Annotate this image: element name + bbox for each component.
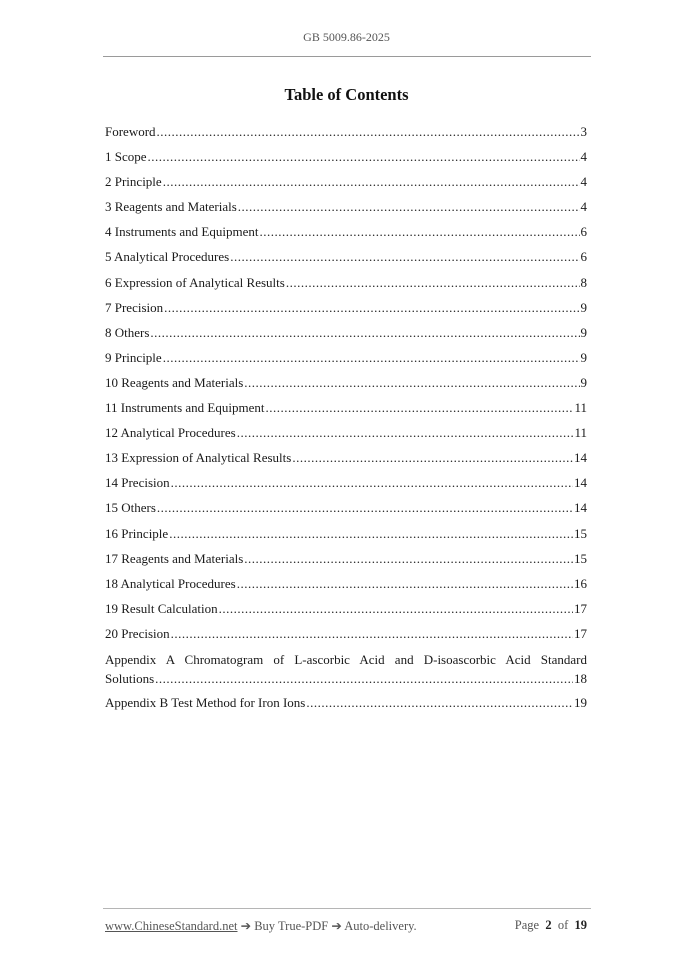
dot-leader (171, 470, 573, 495)
dot-leader (169, 521, 573, 546)
dot-leader (163, 169, 580, 194)
dot-leader (150, 320, 579, 345)
toc-entry-page: 18 (574, 671, 587, 687)
toc-entry[interactable] (105, 445, 587, 470)
toc-entry-page: 17 (574, 625, 587, 641)
toc-entry-page: 6 (580, 249, 587, 265)
toc-entry-label: 20 Precision (105, 625, 170, 641)
dot-leader (265, 395, 573, 420)
dot-leader (244, 370, 579, 395)
toc-entry-page: 6 (580, 224, 587, 240)
toc-entry-label: 10 Reagents and Materials (105, 374, 244, 390)
toc-entry-page: 15 (574, 525, 587, 541)
toc-entry[interactable] (105, 546, 587, 571)
toc-entry[interactable] (105, 144, 587, 169)
dot-leader (163, 345, 580, 370)
page-total: 19 (574, 918, 587, 932)
toc-entry[interactable] (105, 596, 587, 621)
toc-entry-label: Appendix A Chromatogram of L-ascorbic Acid and D-isoascorbic Acid Standard (105, 651, 587, 667)
toc-entry[interactable] (105, 295, 587, 320)
header-divider (103, 56, 591, 57)
running-header: GB 5009.86-2025 (303, 30, 390, 44)
dot-leader (238, 194, 580, 219)
toc-entry-page: 9 (580, 349, 587, 365)
toc-entry-appendix-b[interactable] (105, 690, 587, 715)
toc-entry-label: 2 Principle (105, 174, 162, 190)
toc-entry-page: 4 (580, 199, 587, 215)
toc-entry-label: 18 Analytical Procedures (105, 575, 236, 591)
toc-entry-page: 8 (580, 274, 587, 290)
toc-entry-label: 6 Expression of Analytical Results (105, 274, 285, 290)
toc-entry-label: 11 Instruments and Equipment (105, 400, 265, 416)
toc-entry-page: 3 (580, 124, 587, 139)
toc-entry[interactable] (105, 370, 587, 395)
toc-entry[interactable] (105, 119, 587, 144)
toc-entry-page: 19 (574, 694, 587, 710)
page-footer (105, 918, 587, 936)
dot-leader (219, 596, 573, 621)
toc-entry[interactable] (105, 244, 587, 269)
dot-leader (164, 295, 579, 320)
toc-entry-label: 4 Instruments and Equipment (105, 224, 259, 240)
footer-left (105, 918, 417, 934)
dot-leader (230, 244, 579, 269)
toc-entry[interactable] (105, 194, 587, 219)
toc-entry-label: 8 Others (105, 324, 150, 340)
toc-entry-label-continued: Solutions (105, 671, 155, 687)
toc-entry[interactable] (105, 395, 587, 420)
footer-divider (103, 908, 591, 909)
page-word: Page (514, 918, 540, 932)
toc-entry-label: 19 Result Calculation (105, 600, 218, 616)
toc-entry[interactable] (105, 621, 587, 646)
toc-entry-page: 9 (580, 324, 587, 340)
toc-entry[interactable] (105, 521, 587, 546)
dot-leader (237, 420, 574, 445)
toc-entry-label: 9 Principle (105, 349, 162, 365)
toc-entry-label: 17 Reagents and Materials (105, 550, 244, 566)
dot-leader (157, 119, 580, 144)
dot-leader (157, 495, 573, 520)
page-title: Table of Contents (284, 85, 409, 104)
toc-entry-page: 15 (574, 550, 587, 566)
toc-entry-page: 14 (574, 450, 587, 466)
toc-entry-page: 4 (580, 174, 587, 190)
toc-entry[interactable] (105, 270, 587, 295)
dot-leader (306, 690, 573, 715)
toc-entry-label: 3 Reagents and Materials (105, 199, 237, 215)
toc-entry[interactable] (105, 420, 587, 445)
toc-entry-label: 5 Analytical Procedures (105, 249, 230, 265)
dot-leader (171, 621, 573, 646)
toc-entry[interactable] (105, 219, 587, 244)
toc-entry-label: Foreword (105, 124, 156, 139)
of-word: of (557, 918, 569, 932)
toc-entry-page: 11 (574, 400, 587, 416)
toc-entry-label: Appendix B Test Method for Iron Ions (105, 694, 306, 710)
toc-entry-label: 14 Precision (105, 475, 170, 491)
dot-leader (155, 669, 573, 689)
toc-entry-page: 17 (574, 600, 587, 616)
page-indicator (515, 918, 587, 933)
toc-entry-label: 15 Others (105, 500, 156, 516)
toc-entry[interactable] (105, 571, 587, 596)
toc-entry-page: 4 (580, 149, 587, 165)
toc-entry-label: 7 Precision (105, 299, 164, 315)
toc-entry[interactable] (105, 495, 587, 520)
toc-list (105, 119, 587, 646)
toc-entry-page: 9 (580, 374, 587, 390)
dot-leader (148, 144, 580, 169)
toc-entry[interactable] (105, 470, 587, 495)
dot-leader (237, 571, 573, 596)
toc-entry-page: 14 (574, 475, 587, 491)
toc-entry-appendix-a[interactable] (105, 646, 587, 690)
toc-entry-label: 1 Scope (105, 149, 147, 165)
table-of-contents (105, 119, 587, 715)
toc-entry-label: 12 Analytical Procedures (105, 425, 236, 441)
toc-entry-page: 11 (574, 425, 587, 441)
toc-entry[interactable] (105, 320, 587, 345)
page-current: 2 (545, 918, 552, 932)
toc-entry-label: 16 Principle (105, 525, 169, 541)
footer-tagline: ➔ Buy True-PDF ➔ Auto-delivery. (237, 919, 417, 933)
toc-entry-page: 9 (580, 299, 587, 315)
toc-entry-page: 16 (574, 575, 587, 591)
dot-leader (292, 445, 573, 470)
toc-entry-page: 14 (574, 500, 587, 516)
toc-entry[interactable] (105, 345, 587, 370)
dot-leader (244, 546, 573, 571)
dot-leader (286, 270, 580, 295)
toc-entry[interactable] (105, 169, 587, 194)
dot-leader (259, 219, 579, 244)
toc-entry-label: 13 Expression of Analytical Results (105, 450, 292, 466)
site-link[interactable]: www.ChineseStandard.net (105, 919, 238, 933)
